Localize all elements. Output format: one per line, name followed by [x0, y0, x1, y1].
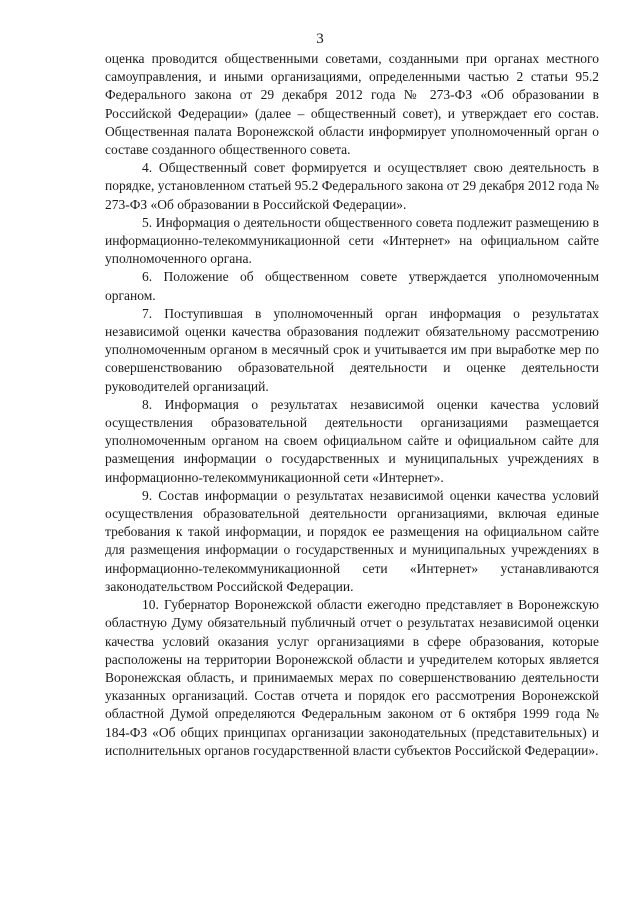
- paragraph-5: 5. Информация о деятельности общественного совета подлежит размещению в информационно-телекоммуникационной сети «Интернет» на официальном сайте уполномоченного органа.: [105, 214, 599, 267]
- page-number: 3: [316, 31, 324, 47]
- paragraph-continuation: оценка проводится общественными советами, созданными при органах местного самоуправления, и иными организациями, определенными частью 2 статьи 95.2 Федерального закона от 29 декабря 2012 года № 273-ФЗ «Об образовании в Российской Федерации» (далее – общественный совет), и утверждает его состав. Общественная палата Воронежской области информирует уполномоченный орган о составе созданного общественного совета.: [105, 51, 599, 158]
- paragraph-10: 10. Губернатор Воронежской области ежегодно представляет в Воронежскую областную Думу обязательный публичный отчет о результатах независимой оценки качества условий оказания услуг организациями в сфере образования, которые расположены на территории Воронежской области и учредителем которых является Воронежская область, и принимаемых мерах по совершенствованию деятельности указанных организаций. Состав отчета и порядок его рассмотрения Воронежской областной Думой определяются Федеральным законом от 6 октября 1999 года № 184-ФЗ «Об общих принципах организации законодательных (представительных) и исполнительных органов государственной власти субъектов Российской Федерации».: [105, 597, 599, 758]
- paragraph-6: 6. Положение об общественном совете утверждается уполномоченным органом.: [105, 269, 599, 303]
- paragraph-7: 7. Поступившая в уполномоченный орган информация о результатах независимой оценки качества образования подлежит обязательному рассмотрению уполномоченным органом в месячный срок и учитывается им при выработке мер по совершенствованию образовательной деятельности и оценке деятельности руководителей организаций.: [105, 305, 599, 394]
- paragraph-4: 4. Общественный совет формируется и осуществляет свою деятельность в порядке, установленном статьей 95.2 Федерального закона от 29 декабря 2012 года № 273-ФЗ «Об образовании в Российской Федерации».: [105, 160, 599, 212]
- paragraph-9: 9. Состав информации о результатах независимой оценки качества условий осуществления образовательной деятельности организациями, включая единые требования к такой информации, и порядок ее размещения на официальном сайте для размещения информации о государственных и муниципальных учреждениях в информационно-телекоммуникационной сети «Интернет» устанавливаются законодательством Российской Федерации.: [105, 487, 599, 594]
- paragraph-8: 8. Информация о результатах независимой оценки качества условий осуществления образовательной деятельности организациями размещается уполномоченным органом на своем официальном сайте и официальном сайте для размещения информации о государственных и муниципальных учреждениях в информационно-телекоммуникационной сети «Интернет».: [105, 396, 599, 485]
- document-body: [105, 50, 599, 760]
